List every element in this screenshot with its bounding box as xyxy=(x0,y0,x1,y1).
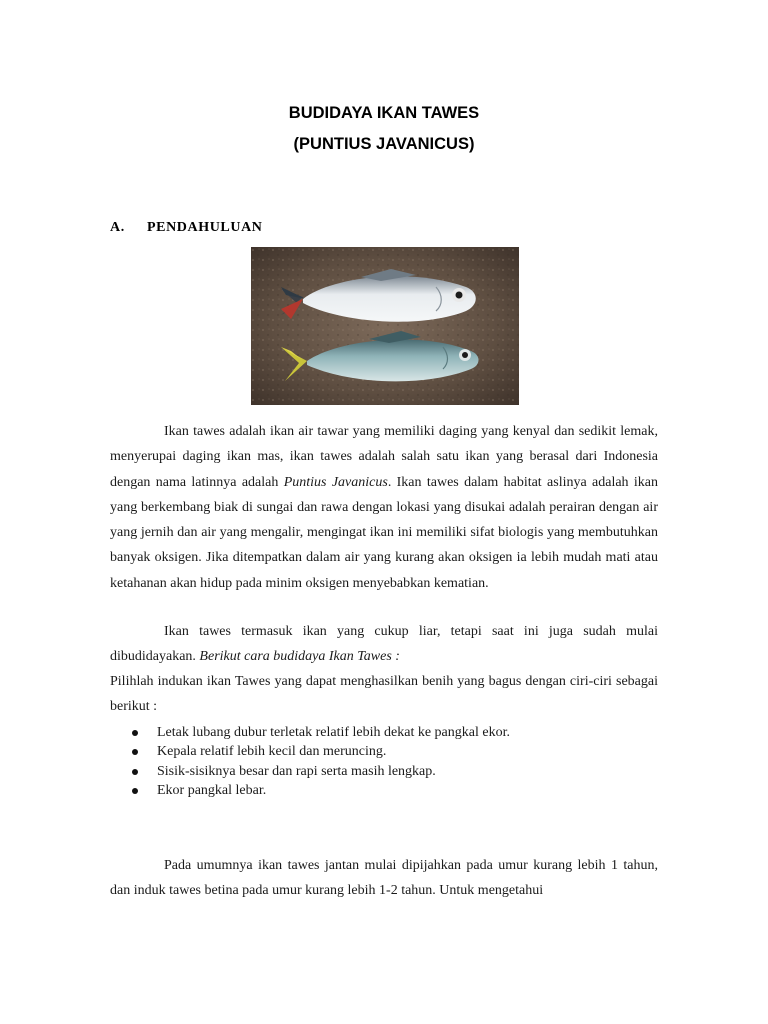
bullet-icon xyxy=(132,769,138,775)
list-item: Letak lubang dubur terletak relatif lebih dekat ke pangkal ekor. xyxy=(130,723,670,742)
list-item: Ekor pangkal lebar. xyxy=(130,781,670,800)
bullet-icon xyxy=(132,788,138,794)
paragraph-text: . Ikan tawes dalam habitat aslinya adalah ikan yang berkembang biak di sungai dan rawa dengan lokasi yang disukai adalah perairan dengan air yang jernih dan air yang mengalir, mengingat ikan ini memiliki sifat biologis yang membutuhkan banyak oksigen. Jika ditempatkan dalam air yang kurang akan oksigen ia lebih mudah mati atau ketahanan akan hidup pada minim oksigen menyebabkan kematian. xyxy=(110,474,658,591)
paragraph-text: Ikan tawes adalah ikan air tawar yang memiliki daging yang kenyal dan sedikit lemak, menyerupai daging ikan mas, ikan tawes adalah salah satu ikan yang berasal dari Indonesia dengan nama latinnya adalah xyxy=(110,424,658,490)
list-item: Kepala relatif lebih kecil dan meruncing. xyxy=(130,742,670,761)
paragraph-text: Ikan tawes termasuk ikan yang cukup liar, tetapi saat ini juga sudah mulai dibudidayakan. xyxy=(110,624,658,665)
paragraph-text: Pada umumnya ikan tawes jantan mulai dipijahkan pada umur kurang lebih 1 tahun, dan induk tawes betina pada umur kurang lebih 1-2 tahun. Untuk mengetahui xyxy=(110,858,658,899)
section-number: A. xyxy=(110,220,125,235)
bullet-icon xyxy=(132,730,138,736)
section-heading xyxy=(110,220,263,236)
bullet-icon xyxy=(132,749,138,755)
paragraph-broodstock: Pilihlah indukan ikan Tawes yang dapat menghasilkan benih yang bagus dengan ciri-ciri sebagai berikut : xyxy=(110,674,658,715)
paragraph-spawning xyxy=(110,853,658,904)
fish-photo xyxy=(251,247,519,405)
document-title: BUDIDAYA IKAN TAWES xyxy=(288,104,480,122)
criteria-list xyxy=(130,723,670,800)
document-subtitle: (PUNTIUS JAVANICUS) xyxy=(293,135,475,153)
list-item: Sisik-sisiknya besar dan rapi serta masih lengkap. xyxy=(130,762,670,781)
paragraph-cultivation xyxy=(110,619,658,670)
latin-name: Puntius Javanicus xyxy=(283,474,388,490)
section-title: PENDAHULUAN xyxy=(147,220,263,235)
italic-lead-in: Berikut cara budidaya Ikan Tawes : xyxy=(199,649,400,665)
paragraph-introduction xyxy=(110,419,658,596)
